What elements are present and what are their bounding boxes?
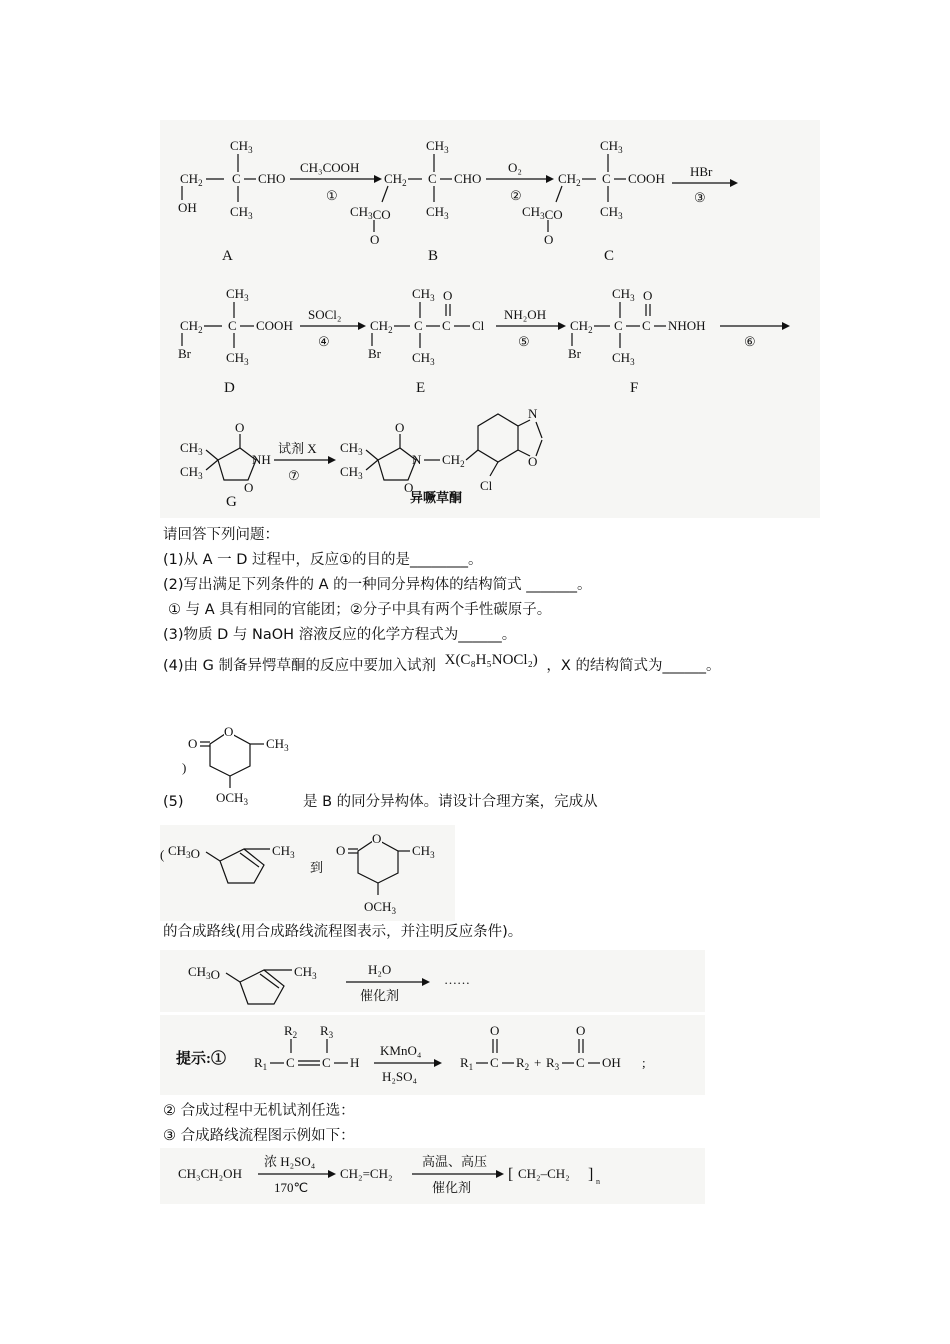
svg-text:C: C — [232, 171, 241, 186]
reaction-scheme-figure — [160, 120, 820, 518]
svg-text:②: ② — [510, 188, 522, 203]
svg-text:C: C — [428, 171, 437, 186]
svg-text:R2: $R_2$ — [284, 1023, 298, 1040]
svg-text:O: O — [224, 724, 234, 739]
svg-text:O: O — [528, 454, 538, 469]
svg-text:R1: $R_1$ — [460, 1055, 474, 1072]
svg-text:C: C — [602, 171, 611, 186]
q5-conversion-figure — [160, 825, 455, 921]
svg-text:COOH: COOH — [628, 171, 665, 186]
svg-text:CH3: $CH_3$ — [340, 464, 363, 481]
route-dots: …… — [444, 972, 470, 987]
arrow-step-5 — [496, 307, 566, 349]
svg-text:CH2: $CH_2$ — [570, 318, 593, 335]
svg-text:O: O — [404, 480, 414, 495]
product-name: 异噘草酮 — [410, 490, 463, 505]
svg-text:CH2: $CH_2$ — [384, 171, 407, 188]
arrow-step-6 — [720, 322, 790, 349]
arrow-step-7 — [274, 441, 336, 483]
svg-text:Cl: Cl — [472, 318, 485, 333]
svg-text:CH3: $CH_3$ — [180, 464, 203, 481]
example-cond2-bottom: 催化剂 — [432, 1180, 472, 1195]
svg-text:O: O — [576, 1023, 586, 1038]
label-C: C — [604, 248, 615, 264]
question-4-text-a: (4)由 G 制备异愕草酮的反应中要加入试剂 — [163, 658, 436, 674]
svg-text:CH3: $CH_3$ — [426, 138, 449, 155]
svg-text:;: ; — [642, 1055, 646, 1070]
svg-text:R1: $R_1$ — [254, 1055, 268, 1072]
svg-text:O: O — [372, 831, 382, 846]
svg-text:⑦: ⑦ — [288, 468, 300, 483]
svg-text:CH3: $CH_3$ — [266, 736, 289, 753]
compound-D-structure — [178, 286, 293, 367]
svg-text:OH: OH — [178, 200, 197, 215]
question-4 — [163, 652, 721, 676]
svg-text:O: O — [244, 480, 254, 495]
svg-text:O: O — [235, 420, 245, 435]
svg-text:O: O — [544, 232, 554, 247]
route-reagent-top: H₂O — [368, 962, 392, 977]
question-2: (2)写出满足下列条件的 A 的一种同分异构体的结构简式 _______。 — [163, 577, 592, 593]
svg-text:OCH3: $OCH_3$ — [364, 899, 396, 916]
svg-text:OCH3: $OCH_3$ — [216, 790, 248, 807]
svg-text:R2: $R_2$ — [516, 1055, 530, 1072]
compound-F-structure — [568, 286, 706, 367]
svg-text:O: O — [336, 843, 346, 858]
svg-text:NH₂OH: NH₂OH — [504, 307, 547, 322]
svg-text:CHO: CHO — [258, 171, 286, 186]
svg-text:C: C — [414, 318, 423, 333]
svg-text:O: O — [490, 1023, 500, 1038]
svg-text:CH3: $CH_3$ — [426, 204, 449, 221]
svg-text:CH3: $CH_3$ — [412, 350, 435, 367]
svg-text:⑤: ⑤ — [518, 334, 530, 349]
svg-text:CH3: $CH_3$ — [226, 350, 249, 367]
svg-text:N: N — [528, 406, 538, 421]
svg-text:CH2: $CH_2$ — [180, 318, 203, 335]
svg-text:Br: Br — [568, 346, 581, 361]
hint-1-prefix: 提示:① — [176, 1051, 226, 1067]
svg-text:N: N — [412, 452, 422, 467]
svg-text:CH3: $CH_3$ — [230, 138, 253, 155]
svg-text:CH3: $CH_3$ — [412, 843, 435, 860]
svg-text:C: C — [442, 318, 451, 333]
svg-text:CH3: $CH_3$ — [294, 964, 317, 981]
compound-E-structure — [368, 286, 485, 367]
svg-text:③: ③ — [694, 190, 706, 205]
compound-G-structure — [180, 420, 271, 495]
question-4-formula: X(C₈H₅NOCl₂) — [444, 652, 538, 668]
svg-text:CH3: $CH_3$ — [600, 138, 623, 155]
svg-text:O: O — [370, 232, 380, 247]
svg-text:CH3: $CH_3$ — [230, 204, 253, 221]
label-D: D — [224, 380, 235, 396]
route-start-figure — [160, 950, 705, 1012]
hint-2: ② 合成过程中无机试剂任选： — [163, 1103, 355, 1119]
svg-text:O: O — [395, 420, 405, 435]
example-route-figure — [160, 1148, 705, 1204]
svg-text:CH2: $CH_2$ — [442, 452, 465, 469]
question-3: (3)物质 D 与 NaOH 溶液反应的化学方程式为______。 — [163, 627, 517, 643]
arrow-step-2 — [486, 160, 554, 203]
svg-text:CH2: $CH_2$ — [180, 171, 203, 188]
svg-text:C: C — [490, 1055, 499, 1070]
question-5-text: 是 B 的同分异构体。请设计合理方案，完成从 — [303, 794, 598, 810]
svg-text:CH3O: $CH_3O$ — [168, 843, 200, 861]
svg-text:CH3O: $CH_3O$ — [188, 964, 220, 982]
svg-text:SOCl₂: SOCl₂ — [308, 307, 342, 322]
svg-text:O₂: O₂ — [508, 160, 522, 175]
svg-text:C: C — [286, 1055, 295, 1070]
route-reagent-bottom: 催化剂 — [360, 988, 400, 1003]
svg-text:(: ( — [160, 847, 165, 862]
hint-h2so4: H₂SO₄ — [382, 1069, 418, 1084]
svg-text:CHO: CHO — [454, 171, 482, 186]
reaction-scheme-svg — [160, 120, 820, 518]
svg-text:[: [ — [508, 1166, 514, 1183]
example-start: CH₃CH₂OH — [178, 1166, 242, 1181]
question-2-conditions: ① 与 A 具有相同的官能团；②分子中具有两个手性碳原子。 — [168, 602, 552, 618]
label-A: A — [222, 248, 233, 264]
svg-text:NHOH: NHOH — [668, 318, 706, 333]
svg-text:NH: NH — [252, 452, 271, 467]
arrow-step-4 — [300, 307, 366, 349]
svg-text:O: O — [443, 288, 453, 303]
svg-text:CH3: $CH_3$ — [612, 350, 635, 367]
arrow-step-1 — [290, 160, 382, 203]
svg-text:C: C — [322, 1055, 331, 1070]
compound-C-structure — [522, 138, 665, 247]
question-4-text-b: ，X 的结构简式为______。 — [546, 658, 721, 674]
svg-text:试剂 X: 试剂 X — [278, 441, 317, 456]
compound-A-structure — [178, 138, 285, 221]
question-1: (1)从 A 一 D 过程中，反应①的目的是________。 — [163, 552, 483, 568]
svg-text:O: O — [188, 736, 198, 751]
svg-text:C: C — [642, 318, 651, 333]
svg-text:CH3: $CH_3$ — [412, 286, 435, 303]
to-label: 到 — [310, 860, 324, 875]
product-isoxazolidinone-structure — [340, 406, 542, 495]
label-F: F — [630, 380, 639, 396]
q5-lactone-figure — [180, 720, 310, 810]
example-product: CH₂–CH₂ — [518, 1166, 570, 1181]
svg-text:Cl: Cl — [480, 478, 493, 493]
questions-intro: 请回答下列问题： — [163, 527, 279, 543]
compound-B-structure — [350, 138, 481, 247]
hint-kmno4: KMnO₄ — [380, 1043, 422, 1058]
svg-text:CH3CO: $CH_3CO$ — [522, 204, 563, 222]
example-cond1-bottom: 170℃ — [274, 1180, 309, 1195]
svg-text:H: H — [350, 1055, 360, 1070]
hint-1-figure — [160, 1015, 705, 1095]
svg-text:CH3CO: $CH_3CO$ — [350, 204, 391, 222]
svg-text:O: O — [643, 288, 653, 303]
example-cond2-top: 高温、高压 — [422, 1154, 488, 1169]
svg-text:+: + — [534, 1055, 542, 1070]
svg-text:Br: Br — [368, 346, 381, 361]
label-B: B — [428, 248, 439, 264]
svg-text:C: C — [614, 318, 623, 333]
svg-text:CH2: $CH_2$ — [558, 171, 581, 188]
svg-text:CH3: $CH_3$ — [600, 204, 623, 221]
svg-text:): ) — [182, 760, 187, 775]
svg-text:HBr: HBr — [690, 164, 713, 179]
svg-text:]: ] — [588, 1166, 594, 1183]
svg-text:COOH: COOH — [256, 318, 293, 333]
svg-text:CH2: $CH_2$ — [370, 318, 393, 335]
svg-text:CH3: $CH_3$ — [340, 440, 363, 457]
svg-text:CH3: $CH_3$ — [226, 286, 249, 303]
hint-3: ③ 合成路线流程图示例如下： — [163, 1128, 355, 1144]
svg-text:OH: OH — [602, 1055, 621, 1070]
svg-text:CH3: $CH_3$ — [272, 843, 295, 860]
svg-text:⑥: ⑥ — [744, 334, 756, 349]
example-mid: CH₂=CH₂ — [340, 1166, 393, 1181]
svg-text:R3: $R_3$ — [320, 1023, 334, 1040]
label-G: G — [226, 494, 237, 510]
svg-text:C: C — [228, 318, 237, 333]
svg-text:C: C — [576, 1055, 585, 1070]
svg-text:CH₃COOH: CH₃COOH — [300, 160, 360, 175]
svg-text:CH3: $CH_3$ — [180, 440, 203, 457]
question-5-route-text: 的合成路线(用合成路线流程图表示，并注明反应条件)。 — [163, 924, 523, 940]
arrow-step-3 — [672, 164, 738, 205]
svg-text:R3: $R_3$ — [546, 1055, 560, 1072]
svg-text:①: ① — [326, 188, 338, 203]
svg-text:④: ④ — [318, 334, 330, 349]
label-E: E — [416, 380, 426, 396]
svg-text:CH3: $CH_3$ — [612, 286, 635, 303]
svg-text:n: n — [596, 1177, 600, 1186]
example-cond1-top: 浓 H₂SO₄ — [264, 1154, 316, 1169]
question-5-label: (5) — [163, 794, 184, 810]
svg-text:Br: Br — [178, 346, 191, 361]
